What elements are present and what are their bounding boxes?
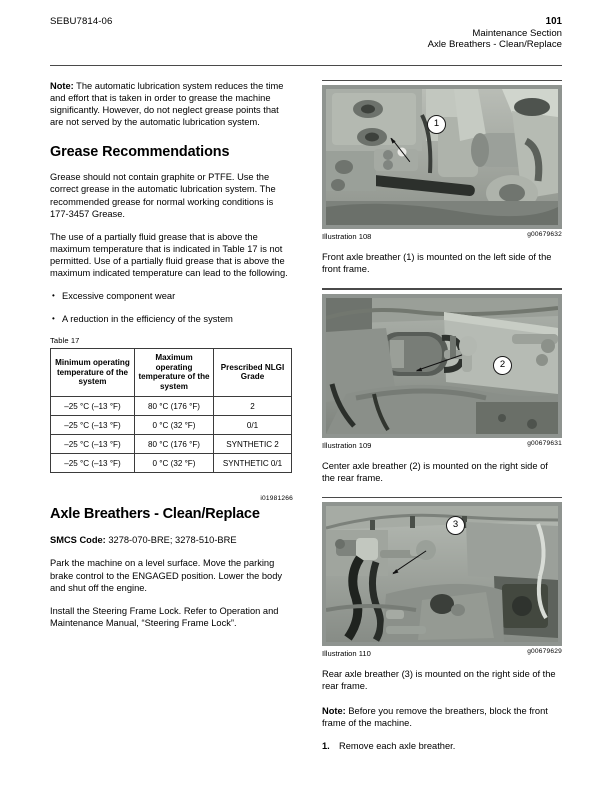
cell-min-temp: –25 °C (–13 °F): [51, 416, 135, 435]
cell-nlgi-grade: 0/1: [214, 416, 292, 435]
figure-caption-row: [322, 649, 562, 661]
grease-specification-table: [50, 348, 292, 473]
figure-caption-row: [322, 441, 562, 453]
lubrication-note: [50, 80, 293, 128]
cell-min-temp: –25 °C (–13 °F): [51, 454, 135, 473]
machine-photo-graphic: [326, 298, 558, 434]
figure-108: [322, 80, 562, 275]
grease-paragraph-1: Grease should not contain graphite or PTFE. Use the correct grease in the automatic lubrication system. The recommended grease for normal working conditions is 177-3457 Grease.: [50, 172, 276, 219]
step-number: 1.: [322, 741, 330, 752]
table-header-row: [51, 349, 292, 397]
figure-divider: [322, 80, 562, 81]
cell-nlgi-grade: SYNTHETIC 2: [214, 435, 292, 454]
section-name: Maintenance Section: [472, 27, 562, 39]
figure-divider: [322, 497, 562, 498]
note-label: Note:: [322, 706, 346, 717]
callout-marker-2: 2: [493, 356, 512, 375]
table-row: [51, 435, 292, 454]
list-item: • Excessive component wear: [50, 290, 293, 302]
grease-consequences-list: [50, 290, 293, 325]
photo-center-axle-breather: [322, 294, 562, 438]
figure-109: [322, 288, 562, 483]
callout-marker-3: 3: [446, 516, 465, 535]
figure-graphic-code: g00679629: [527, 647, 562, 655]
column-header-min-temp: Minimum operating temperature of the system: [51, 349, 135, 397]
table-row: [51, 397, 292, 416]
cell-nlgi-grade: SYNTHETIC 0/1: [214, 454, 292, 473]
cell-min-temp: –25 °C (–13 °F): [51, 397, 135, 416]
smcs-value: 3278-070-BRE; 3278-510-BRE: [105, 535, 237, 546]
photo-front-axle-breather: [322, 85, 562, 229]
smcs-code-line: [50, 534, 293, 546]
list-item: • A reduction in the efficiency of the system: [50, 313, 293, 325]
page-header: [50, 16, 562, 62]
header-right-block: [428, 16, 562, 51]
cell-min-temp: –25 °C (–13 °F): [51, 435, 135, 454]
breather-note: [322, 705, 562, 729]
table-row: [51, 454, 292, 473]
note-label: Note:: [50, 81, 74, 91]
topic-name: Axle Breathers - Clean/Replace: [427, 39, 562, 51]
figure-110: [322, 497, 562, 692]
cell-max-temp: 0 °C (32 °F): [135, 416, 214, 435]
cell-max-temp: 80 °C (176 °F): [135, 397, 214, 416]
figure-description: Rear axle breather (3) is mounted on the right side of the rear frame.: [322, 668, 556, 692]
table-row: [51, 416, 292, 435]
left-column: [50, 80, 293, 640]
photo-rear-axle-breather: [322, 502, 562, 646]
cell-nlgi-grade: 2: [214, 397, 292, 416]
cell-max-temp: 0 °C (32 °F): [135, 454, 214, 473]
figure-description: Front axle breather (1) is mounted on the left side of the front frame.: [322, 252, 552, 275]
figure-label: Illustration 108: [322, 232, 372, 242]
grease-paragraph-2: The use of a partially fluid grease that is above the maximum temperature that is indicated in Table 17 is not permitted. Use of a partially fluid grease that is above the maximum indicated temperature can lead to the following.: [50, 231, 288, 279]
page-title: Axle Breathers - Clean/Replace: [50, 506, 260, 523]
figure-divider: [322, 288, 562, 289]
cell-max-temp: 80 °C (176 °F): [135, 435, 214, 454]
machine-photo-graphic: [326, 89, 558, 225]
figure-graphic-code: g00679631: [527, 439, 562, 447]
step-text: Remove each axle breather.: [339, 741, 456, 752]
column-header-max-temp: Maximum operating temperature of the system: [135, 349, 214, 397]
figure-label: Illustration 109: [322, 440, 372, 450]
machine-photo-graphic: [326, 506, 558, 642]
right-column: [322, 80, 562, 763]
figure-description: Center axle breather (2) is mounted on the right side of the rear frame.: [322, 460, 548, 483]
note-body: The automatic lubrication system reduces the time and effort that is taken in order to grease the machine significantly. However, do not neglect grease points that are not served by the automatic lubrication system.: [50, 81, 284, 128]
table-label: Table 17: [50, 336, 80, 346]
column-header-nlgi-grade: Prescribed NLGI Grade: [214, 349, 292, 397]
callout-marker-1: 1: [427, 115, 446, 134]
document-reference-number: i01981266: [260, 495, 293, 503]
figure-caption-row: [322, 232, 562, 244]
smcs-label: SMCS Code:: [50, 535, 106, 546]
procedure-paragraph-2: Install the Steering Frame Lock. Refer to Operation and Maintenance Manual, “Steering Frame Lock”.: [50, 605, 279, 628]
grease-recommendations-heading: Grease Recommendations: [50, 144, 230, 161]
procedure-paragraph-1: Park the machine on a level surface. Move the parking brake control to the ENGAGED position. Lower the body and shut off the engine.: [50, 558, 283, 593]
figure-label: Illustration 110: [322, 648, 371, 658]
procedure-step-1: [322, 740, 562, 752]
page-number: 101: [545, 16, 562, 27]
note-body: Before you remove the breathers, block the front frame of the machine.: [322, 706, 548, 729]
header-divider: [50, 65, 562, 66]
figure-graphic-code: g00679632: [527, 231, 562, 239]
document-id: SEBU7814-06: [50, 16, 113, 27]
